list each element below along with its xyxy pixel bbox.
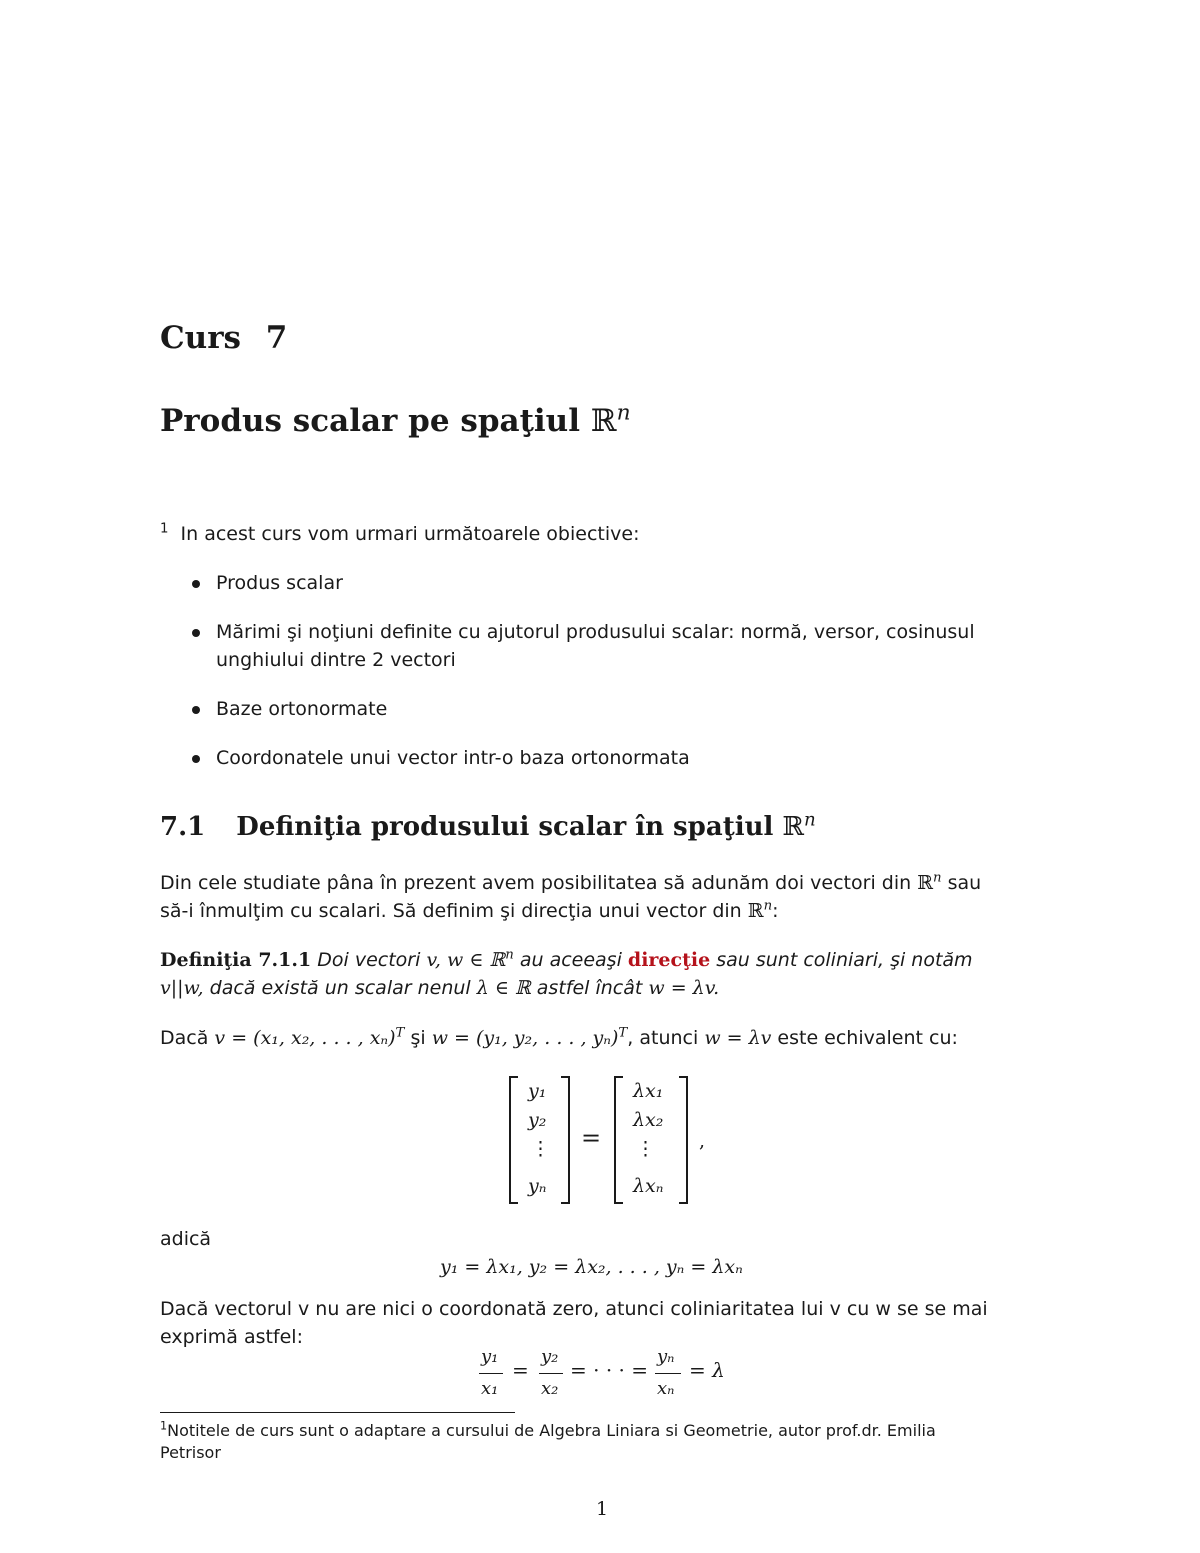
paragraph-text: Dacă [160,1027,209,1049]
bullet-icon [192,706,200,714]
fraction-denominator: xₙ [657,1378,675,1399]
section-symbol: ℝ [782,812,805,842]
r-sup: n [932,870,942,886]
fraction-bar [479,1373,503,1374]
paragraph-text: Din cele studiate pâna în prezent avem posibilitatea să adunăm doi vectori din [160,872,912,894]
list-item: Coordonatele unui vector intr-o baza ortonormata [216,747,690,769]
definition-label: Definiţia 7.1.1 [160,949,312,971]
paragraph-text: sau [947,872,982,894]
bullet-icon [192,755,200,763]
fraction-numerator: y₂ [541,1346,559,1367]
matrix-cell: λx₁ [633,1080,664,1102]
title-symbol: ℝ [590,403,617,439]
matrix-cell: ⋮ [531,1138,550,1160]
section-sup: n [804,809,816,831]
list-item-continuation: unghiului dintre 2 vectori [216,649,456,671]
equals-sign: = [581,1124,602,1152]
left-bracket [614,1076,623,1204]
paragraph-line [160,869,981,897]
matrix-cell: y₂ [528,1109,547,1131]
fraction-denominator: x₂ [541,1378,559,1399]
left-bracket [509,1076,518,1204]
section-heading [160,809,816,842]
paragraph-text: , atunci [627,1027,699,1049]
matrix-cell: y₁ [528,1080,547,1102]
definition-math: λ ∈ ℝ [476,977,531,999]
transpose: T [395,1025,405,1041]
equals-sign: = [512,1358,529,1382]
title-sup: n [616,400,631,426]
math-inline: w = λv [704,1027,772,1049]
footnote-mark: 1 [160,521,169,537]
footnote-text: Notitele de curs sunt o adaptare a cursului de Algebra Liniara si Geometrie, autor prof.dr. Emilia [167,1421,936,1440]
matrix-cell: λxₙ [633,1175,664,1197]
fraction-bar [655,1373,681,1374]
section-number: 7.1 [160,812,206,842]
paragraph-text: să-i înmulţim cu scalari. Să definim şi direcţia unui vector din [160,900,742,922]
definition-text: astfel încât [536,977,643,999]
paragraph-text: este echivalent cu: [777,1027,958,1049]
bullet-icon [192,629,200,637]
list-item: Produs scalar [216,572,343,594]
definition-line-2 [160,974,719,1002]
fraction-numerator: yₙ [657,1346,675,1367]
right-bracket [679,1076,688,1204]
adica-label: adică [160,1228,212,1250]
matrix-cell: λx₂ [633,1109,664,1131]
fraction-numerator: y₁ [481,1346,499,1367]
intro-text: In acest curs vom urmari următoarele obiective: [180,523,640,545]
section-title: Definiţia produsului scalar în spaţiul [236,812,774,842]
footnote-continuation: Petrisor [160,1443,221,1462]
list-item: Mărimi şi noţiuni definite cu ajutorul produsului scalar: normă, versor, cosinusul [216,621,975,643]
page-number: 1 [596,1498,609,1520]
paragraph-line: Dacă vectorul v nu are nici o coordonată zero, atunci coliniaritatea lui v cu w se se mai [160,1298,988,1320]
r-sup: n [763,898,773,914]
definition-math: v, w ∈ ℝ [426,949,506,971]
matrix-cell: yₙ [528,1175,547,1197]
fraction-denominator: x₁ [481,1378,499,1399]
footnote-mark: 1 [160,1419,168,1433]
footnote-rule [160,1412,515,1413]
definition-text: sau sunt coliniari, şi notăm [716,949,973,971]
chapter-heading: Curs 7 [160,320,288,356]
fraction-bar [539,1373,563,1374]
adica-equation: y₁ = λx₁, y₂ = λx₂, . . . , yₙ = λxₙ [440,1256,743,1278]
matrix-comma: , [699,1130,706,1152]
list-item: Baze ortonormate [216,698,388,720]
title-text: Produs scalar pe spaţiul [160,403,580,439]
r-symbol: ℝ [747,900,764,922]
definition-math: v||w, [160,977,204,999]
transpose: T [618,1025,628,1041]
paragraph-line: să-i înmulţim cu scalari. Să definim şi direcţia unui vector din ℝ$^n$: [160,898,779,922]
definition-text: dacă există un scalar nenul [209,977,471,999]
paragraph-text: şi [410,1027,426,1049]
vector-w: w = (y₁, y₂, . . . , yₙ) [431,1027,619,1049]
lambda-tail: = λ [689,1358,725,1382]
matrix-cell: ⋮ [636,1138,655,1160]
intro-line [160,520,639,548]
vector-v: v = (x₁, x₂, . . . , xₙ) [214,1027,396,1049]
paragraph-line [160,1024,958,1052]
definition-text: au aceeaşi [519,949,622,971]
definition-math: w = λv. [648,977,720,999]
paragraph-line: exprimă astfel: [160,1326,303,1348]
definition-text: Doi vectori [317,949,421,971]
page-title [160,400,631,439]
r-symbol: ℝ [917,872,933,894]
definition-keyword: direcţie [627,949,711,971]
ellipsis-equals: = · · · = [570,1358,649,1382]
bullet-icon [192,580,200,588]
definition-line-1: Definiţia 7.1.1 Doi vectori v, w ∈ ℝ$^n$ au aceeaşi direcţie sau sunt coliniari, şi notăm [160,947,973,971]
right-bracket [561,1076,570,1204]
footnote [160,1419,936,1443]
